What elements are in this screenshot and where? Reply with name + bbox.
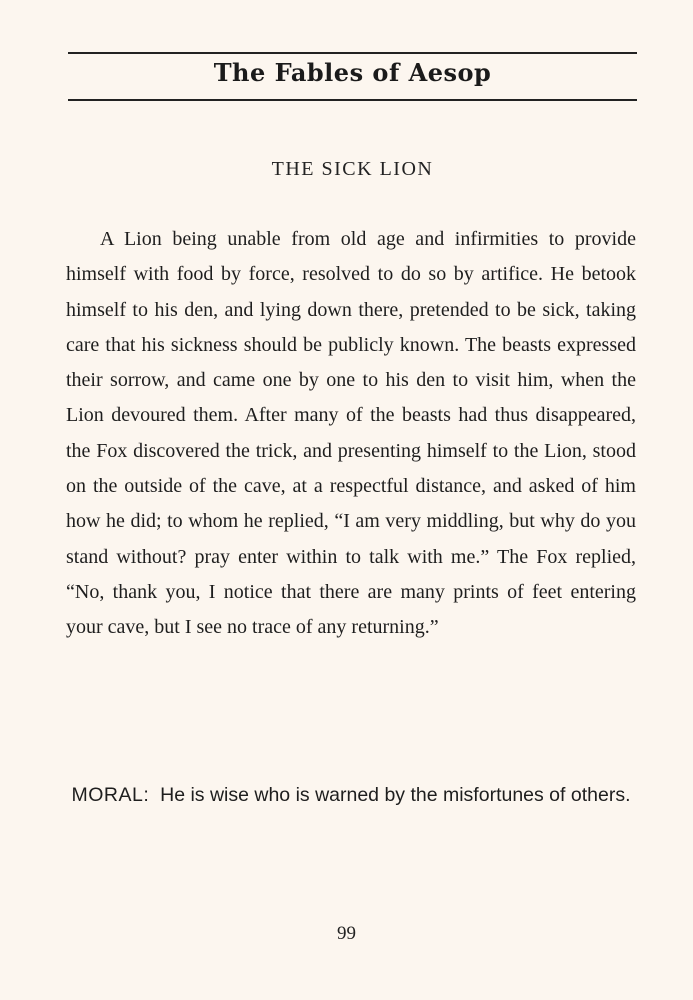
fable-title: THE SICK LION (271, 158, 434, 180)
page-number: 99 (337, 923, 356, 944)
header-rule-top (68, 52, 637, 54)
fable-body: A Lion being unable from old age and infirmities to provide himself with food by force, resolved to do so by artifice. He betook himself to his den, and lying down there, pretended to be sick, taking care that his sickness should be publicly known. The beasts expressed their sorrow, and came one by one to his den to visit him, when the Lion devoured them. After many of the beasts had thus disappeared, the Fox discovered the trick, and presenting himself to the Lion, stood on the outside of the cave, at a respectful distance, and asked of him how he did; to whom he replied, “I am very middling, but why do you stand without? pray enter within to talk with me.” The Fox replied, “No, thank you, I notice that there are many prints of feet entering your cave, but I see no trace of any returning.” (66, 228, 636, 639)
running-header-title: The Fables of Aesop (213, 58, 492, 87)
moral-label: MORAL: (71, 784, 150, 806)
fable-moral (66, 780, 636, 811)
header-rule-bottom (68, 99, 637, 101)
moral-text: He is wise who is warned by the misfortunes of others. (160, 784, 631, 806)
